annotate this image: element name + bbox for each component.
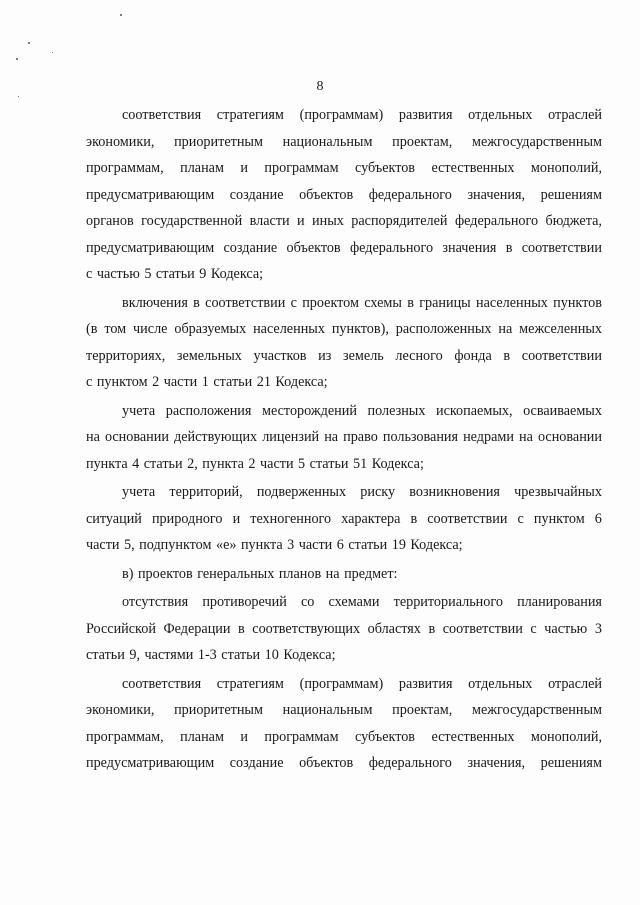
scan-speck (16, 58, 18, 60)
paragraph (86, 479, 602, 559)
scan-speck (28, 42, 30, 44)
document-body (86, 102, 602, 779)
text-line: части 5, подпунктом «е» пункта 3 части 6 статьи 19 Кодекса; (86, 537, 463, 553)
text-line: статьи 9, частями 1-3 статьи 10 Кодекса; (86, 647, 336, 663)
text-line: соответствия стратегиям (программам) развития отдельных отраслей (122, 107, 602, 123)
text-line: предусматривающим создание объектов федерального значения, решениям (86, 186, 602, 203)
text-line: экономики, приоритетным национальным проектам, межгосударственным (86, 702, 602, 718)
paragraph (86, 561, 602, 588)
scan-speck (120, 14, 122, 16)
paragraph (86, 290, 602, 396)
paragraph (86, 398, 602, 478)
text-line: программам, планам и программам субъектов естественных монополий, (86, 160, 602, 176)
paragraph (86, 671, 602, 777)
text-line: в) проектов генеральных планов на предмет: (122, 565, 398, 582)
text-line: Российской Федерации в соответствующих областях в соответствии с частью 3 (86, 620, 602, 637)
text-line: экономики, приоритетным национальным проектам, межгосударственным (86, 133, 602, 150)
text-line: включения в соответствии с проектом схемы в границы населенных пунктов (122, 294, 602, 311)
text-line: органов государственной власти и иных распорядителей федерального бюджета, (86, 213, 602, 229)
scan-speck (52, 52, 53, 53)
text-line: пункта 4 статьи 2, пункта 2 части 5 статьи 51 Кодекса; (86, 455, 424, 472)
page-number: 8 (316, 79, 324, 94)
text-line: ситуаций природного и техногенного характера в соответствии с пунктом 6 (86, 510, 602, 527)
paragraph (86, 102, 602, 288)
text-line: с пунктом 2 части 1 статьи 21 Кодекса; (86, 374, 328, 390)
text-line: предусматривающим создание объектов федерального значения в соответствии (86, 239, 602, 256)
text-line: (в том числе образуемых населенных пунктов), расположенных на межселенных (86, 321, 602, 337)
text-line: учета территорий, подверженных риску возникновения чрезвычайных (122, 484, 602, 500)
text-line: на основании действующих лицензий на право пользования недрами на основании (86, 429, 602, 445)
text-line: территориях, земельных участков из земель лесного фонда в соответствии (86, 347, 602, 364)
text-line: предусматривающим создание объектов федерального значения, решениям (86, 755, 602, 771)
paragraph (86, 589, 602, 669)
scan-speck (18, 96, 19, 97)
text-line: с частью 5 статьи 9 Кодекса; (86, 266, 264, 282)
text-line: соответствия стратегиям (программам) развития отдельных отраслей (122, 675, 602, 692)
text-line: отсутствия противоречий со схемами территориального планирования (122, 594, 602, 610)
text-line: учета расположения месторождений полезных ископаемых, осваиваемых (122, 402, 602, 419)
text-line: программам, планам и программам субъектов естественных монополий, (86, 728, 602, 745)
